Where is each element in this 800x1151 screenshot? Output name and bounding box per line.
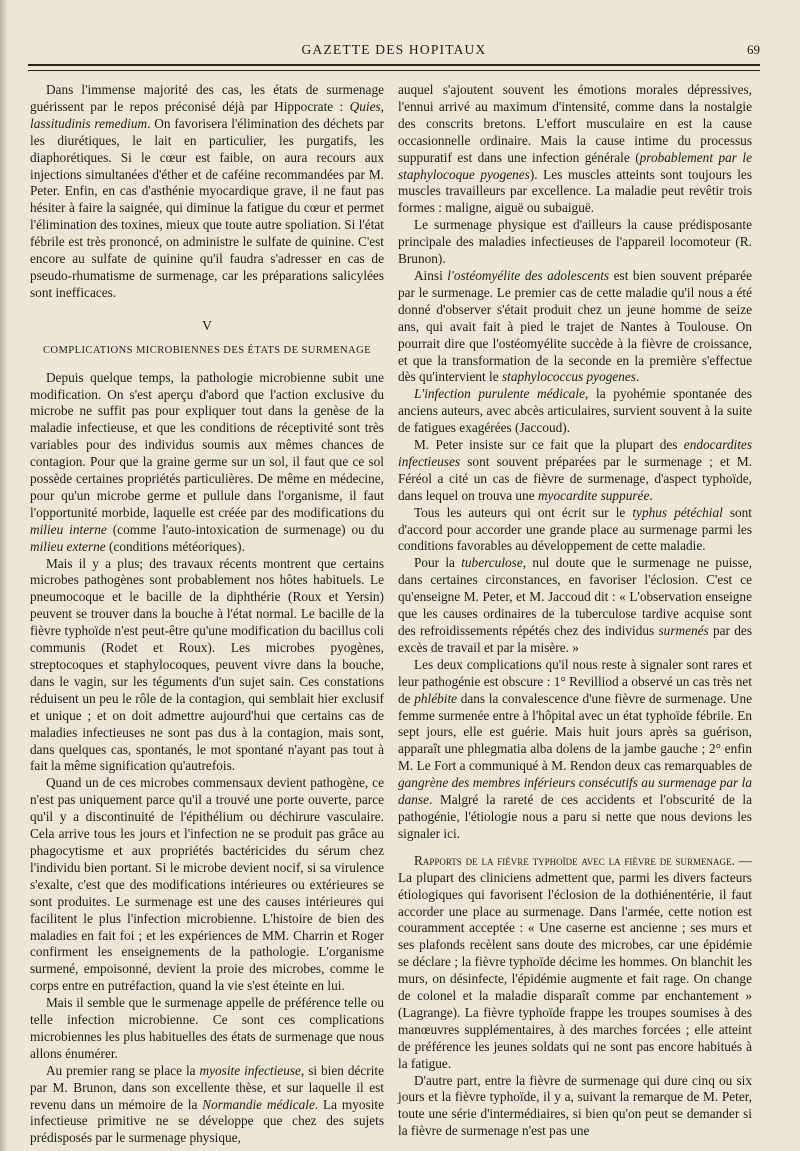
italic-run: myocardite suppurée (537, 487, 650, 503)
text-run: (comme l'auto-intoxication de surmenage) ou du (106, 521, 384, 537)
italic-run: phlébite (414, 690, 458, 706)
paragraph (398, 82, 752, 217)
paragraph-gap (398, 843, 752, 853)
right-column (398, 82, 752, 1140)
italic-run: myosite infectieuse (199, 1062, 301, 1078)
italic-run: Normandie médicale (202, 1096, 315, 1112)
text-run: Ainsi (413, 267, 448, 283)
text-run: Pour la (413, 555, 462, 571)
italic-run: gangrène des membres inférieurs consécutifs au surmenage par la danse (398, 775, 752, 808)
header-rule-thin (28, 70, 760, 71)
section-title: COMPLICATIONS MICROBIENNES DES ÉTATS DE SURMENAGE (42, 344, 372, 356)
text-run: est bien souvent préparée par le surmenage. Le premier cas de cette maladie qu'il nous a été donné d'observer s'était produit chez un jeune homme de seize ans, qui avait fait à pied le trajet de Nantes à Toulouse. On pourrait dire que l'ostéomyélite succède à la fièvre de croissance, et que la transformation de la seconde en la première s'effectue dès qu'intervient le (398, 267, 752, 385)
page-number: 69 (747, 42, 760, 57)
text-run: auquel s'ajoutent souvent les émotions morales dépressives, l'ennui arrivé au maximum d'intensité, comme dans la nostalgie des conscrits bretons. L'effort musculaire en est la cause occasionnelle ordinaire. Mais la cause intime du processus suppuratif est dans une infection générale ( (398, 82, 752, 165)
section-number: V (202, 317, 212, 333)
paragraph (398, 386, 752, 437)
italic-run: probablement par le staphylocoque pyogenes (398, 149, 752, 182)
page-header (28, 42, 760, 60)
text-run: . Malgré la rareté de ces accidents et l'obscurité de la pathogénie, l'étiologie nous a paru si nette que nous devions les signaler ici. (398, 792, 752, 841)
italic-run: milieu externe (30, 538, 106, 554)
paragraph (30, 82, 384, 302)
text-run: , la pyohémie spontanée des anciens auteurs, avec abcès articulaires, survient souvent à la suite de fatigues exagérées (Jaccoud). (398, 386, 752, 436)
italic-run: typhus pétéchial (632, 504, 723, 520)
italic-run: staphylococcus pyogenes (501, 369, 636, 385)
paragraph: Mais il y a plus; des travaux récents montrent que certains microbes pathogènes sont probablement nos hôtes habituels. Le pneumocoque et le bacille de la diphthérie (Roux et Yersin) peuvent se trouver dans la bouche à l'état normal. Le bacille de la fièvre typhoïde n'est peut-être qu'une modification du bacillus coli communis (Rodet et Roux). Les microbes pyogènes, streptocoques et staphylocoques, peuvent vivre dans la bouche, dans le vagin, sur les téguments d'un sujet sain. Ces constations réduisent un peu le rôle de la contagion, qui semblait hier exclusif et unique ; et on doit admettre aujourd'hui que certains cas de maladies infectieuses ne sont pas dus à la contagion, mais sont, dans quelques cas, spontanés, le mot spontané n'ayant pas tout à fait la même signification qu'autrefois. (30, 555, 384, 774)
paragraph (398, 657, 752, 843)
italic-run: surmenés (658, 623, 709, 638)
italic-run: l'ostéomyélite des adolescents (447, 267, 610, 283)
text-run: Les deux complications qu'il nous reste à signaler sont rares et leur pathogénie est obscure : 1° Revilliod a observé un cas très net de (398, 656, 752, 706)
text-run: sont souvent préparées par le surmenage ; et M. Féréol a cité un cas de fièvre de surmenage, d'aspect typhoïde, dans lequel on trouva une (398, 453, 752, 503)
text-run: Dans l'immense majorité des cas, les états de surmenage guérissent par le repos préconisé déjà par Hippocrate : (30, 82, 384, 114)
text-run: sont d'accord pour accorder une grande place au surmenage parmi les conditions favorables au développement de cette maladie. (398, 504, 752, 554)
paragraph (30, 370, 384, 556)
italic-run: milieu interne (30, 521, 107, 537)
text-run: ). Les muscles atteints sont toujours les muscles travailleurs par excellence. La maladie peut revêtir trois formes : maligne, aiguë ou subaiguë. (398, 166, 752, 216)
text-run: M. Peter insiste sur ce fait que la plupart des (413, 437, 684, 453)
text-run: Depuis quelque temps, la pathologie microbienne subit une modification. On s'est aperçu d'abord que l'action exclusive du microbe ne suffit pas pour expliquer tout dans la genèse de la maladie infectieuse, et que les conditions de réceptivité sont très variables pour des individus soumis aux mêmes chances de contagion. Pour que la graine germe sur un sol, il faut que ce sol possède certaines propriétés particulières. De même en médecine, pour qu'un microbe germe et pullule dans l'organisme, il faut l'opportunité morbide, laquelle est créée par des modifications du (30, 369, 384, 520)
text-run: , si bien décrite par M. Brunon, dans son excellente thèse, et sur laquelle il est revenu dans un mémoire de la (30, 1062, 384, 1112)
paragraph (398, 505, 752, 556)
italic-run: endocardites infectieuses (398, 437, 752, 469)
run-in-heading: Rapports de la fièvre typhoïde avec la fièvre de surmenage. (413, 852, 735, 868)
text-run: . (636, 369, 640, 385)
paragraph: Quand un de ces microbes commensaux devient pathogène, ce n'est pas uniquement parce qu'il a trouvé une porte ouverte, parce qu'il y a discontinuité de l'épithélium ou déchirure vasculaire. Cela arrive tous les jours et l'infection ne se produit pas grâce au phagocytisme et aux propriétés bactéricides du sérum chez l'individu bien portant. Si le microbe devient nocif, si sa virulence s'exalte, c'est que des modifications intérieures ou extérieures se sont produites. Le surmenage est une des causes intérieures qui facilitent le plus l'infection microbienne. L'histoire de bien des maladies en fait foi ; et les expériences de MM. Charrin et Roger confirment les enseignements de la pathologie. L'organisme surmené, empoisonné, devient la proie des microbes, comme le corps entre en putréfaction, quand la vie s'est éteinte en lui. (30, 775, 384, 994)
page-binding-shadow (0, 0, 8, 1151)
paragraph (398, 853, 752, 1073)
italic-run: L'infection purulente médicale (413, 386, 586, 402)
paragraph: D'autre part, entre la fièvre de surmenage qui dure cinq ou six jours et la fièvre typhoïde, il y a, suivant la remarque de M. Peter, toute une série d'intermédiaires, si bien qu'on peut se demander si la fièvre de surmenage n'est pas une (398, 1072, 752, 1139)
paragraph: Mais il semble que le surmenage appelle de préférence telle ou telle infection microbienne. Ce sont ces complications microbiennes les plus habituelles des états de surmenage que nous allons énumérer. (30, 995, 384, 1061)
text-run: , nul doute que le surmenage ne puisse, dans certaines circonstances, en favoriser l'éclosion. C'est ce qu'enseigne M. Peter, et M. Jaccoud dit : « L'observation enseigne que les causes ordinaires de la tuberculose tardive acquise sont des refroidissements répétés chez des individus (398, 555, 752, 638)
paragraph (398, 268, 752, 386)
text-run: . La myosite infectieuse primitive ne se développe que chez des sujets prédisposés par le surmenage physique, (30, 1096, 385, 1146)
text-run: Tous les auteurs qui ont écrit sur le (413, 504, 633, 520)
text-run: Au premier rang se place la (45, 1062, 200, 1078)
text-run: . (649, 487, 653, 503)
paragraph (398, 437, 752, 505)
paragraph (398, 555, 752, 656)
italic-run: Quies, lassitudinis remedium (30, 98, 384, 131)
text-run: (conditions météoriques). (105, 538, 245, 554)
text-run: dans la convalescence d'une fièvre de surmenage. Une femme surmenée entre à l'hôpital avec un état typhoïde fébrile. En sept jours, elle est guérie. Mais huit jours après sa guérison, apparaît une phlegmatia alba dolens de la jambe gauche ; 2° enfin M. Le Fort a communiqué à M. Rendon deux cas remarquables de (398, 690, 752, 774)
running-title: GAZETTE DES HOPITAUX (301, 42, 487, 57)
text-run: — La plupart des cliniciens admettent que, parmi les divers facteurs étiologiques qui favorisent l'éclosion de la dothiénentérie, il faut accorder une place au surmenage. Dans l'armée, cette notion est couramment acceptée : « Une caserne est ancienne ; ses murs et ses plafonds recèlent sans doute des microbes, car une épidémie se déclare ; la fièvre typhoïde décime les hommes. On blanchit les murs, on désinfecte, l'épidémie augmente et fait rage. On change de colonel et la maladie disparaît comme par enchantement » (Lagrange). La fièvre typhoïde frappe les troupes soumises à des manœuvres supplémentaires, à des marches forcées ; elle atteint de préférence les jeunes soldats qui ne sont pas encore habitués à la fatigue. (398, 852, 752, 1071)
italic-run: tuberculose (461, 555, 523, 571)
text-run: par des excès de travail et par la misère. » (398, 623, 752, 655)
left-column (30, 82, 384, 1147)
paragraph: Le surmenage physique est d'ailleurs la cause prédisposante principale des maladies infectieuses de l'appareil locomoteur (R. Brunon). (398, 217, 752, 267)
paragraph (30, 1063, 384, 1148)
text-run: . On favorisera l'élimination des déchets par les diurétiques, le lait en particulier, les purgatifs, les diaphorétiques. Si le cœur est faible, on aura recours aux injections simultanées d'éther et de caféine recommandées par M. Peter. Enfin, en cas d'asthénie myocardique grave, il ne faut pas hésiter à faire la saignée, qui diminue la fatigue du cœur et permet l'élimination des toxines, mieux que toute autre spoliation. Si l'état fébrile est très prononcé, on administre le sulfate de quinine. C'est encore au sulfate de quinine qu'il faudra s'adresser en cas de pseudo-rhumatisme de surmenage, car les préparations salicylées sont inefficaces. (30, 115, 384, 300)
header-rule-thick (28, 64, 760, 66)
